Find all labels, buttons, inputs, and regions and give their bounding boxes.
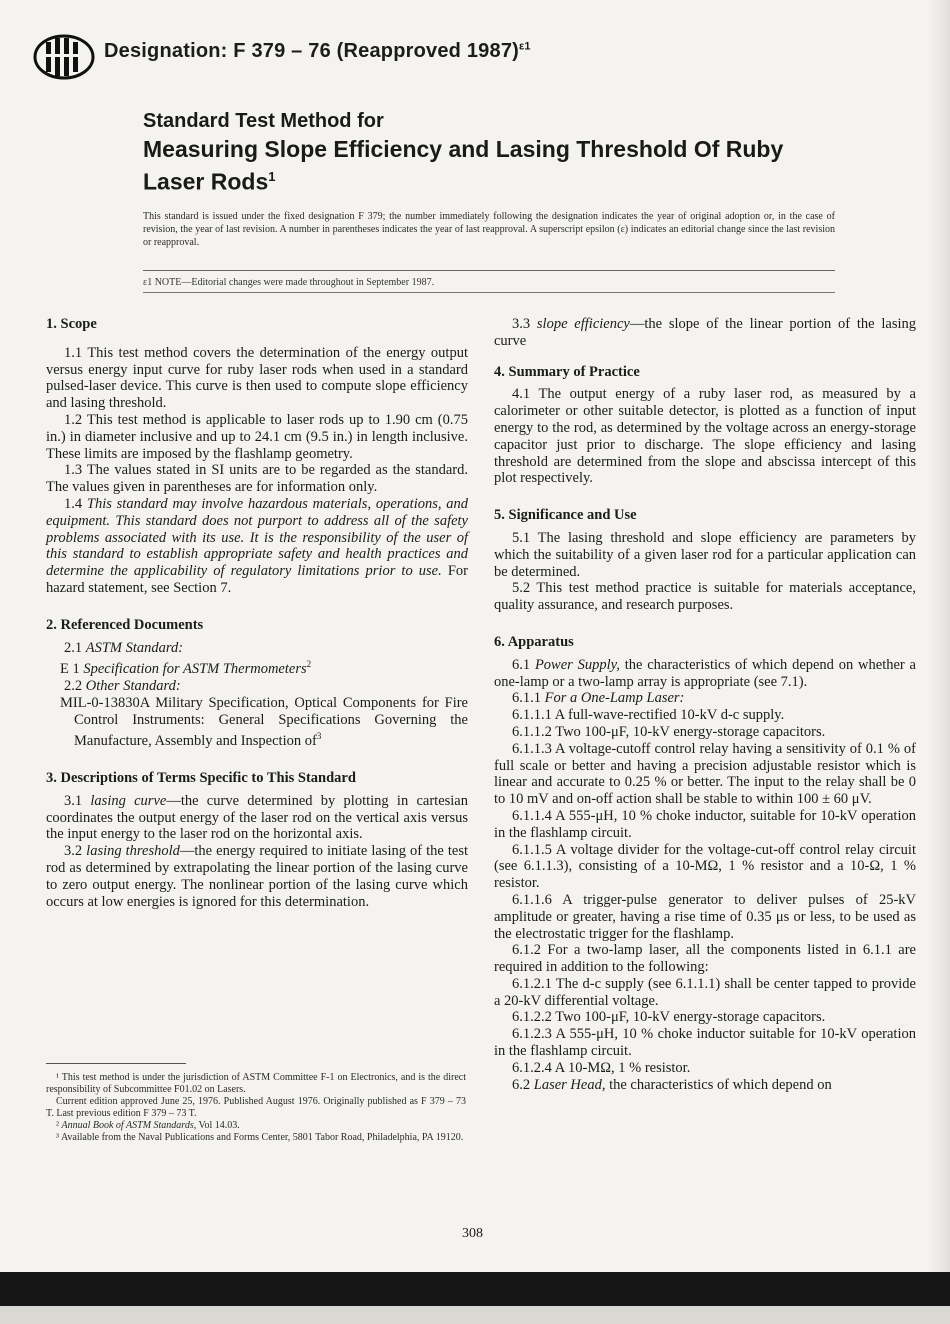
paragraph: 3.1 lasing curve—the curve determined by plotting in cartesian coordinates the output energy of the laser rod on the vertical axis versus the input energy to the laser rod on the horizontal axis. bbox=[46, 792, 468, 843]
section-heading: 5. Significance and Use bbox=[494, 507, 637, 524]
section-heading: 1. Scope bbox=[46, 316, 97, 332]
astm-logo-icon bbox=[33, 34, 95, 80]
paragraph: 1.3 The values stated in SI units are to be regarded as the standard. The values given in parentheses are for information only. bbox=[46, 462, 468, 496]
paragraph: 6.1.2.4 A 10-MΩ, 1 % resistor. bbox=[512, 1059, 691, 1076]
right-column bbox=[494, 316, 916, 1093]
paragraph: 6.1.1 For a One-Lamp Laser: bbox=[512, 690, 685, 707]
paragraph: 1.1 This test method covers the determination of the energy output versus energy input curve for ruby laser rods when used in a standard pulsed-laser device. This curve is then used to compute slope efficiency and lasing threshold. bbox=[46, 344, 468, 412]
paragraph: 4.1 The output energy of a ruby laser rod, as measured by a calorimeter or other suitable detector, is plotted as a function of input energy to the rod, as determined by the voltage across an energy-storage capacitor just prior to discharge. The slope efficiency and lasing threshold are determined from the slope and abscissa intercept of this plot respectively. bbox=[494, 386, 916, 487]
scan-edge-shadow bbox=[928, 0, 950, 1272]
divider bbox=[143, 270, 835, 271]
divider bbox=[143, 292, 835, 293]
footnote: ¹ This test method is under the jurisdiction of ASTM Committee F-1 on Electronics, and is the direct responsibility of Subcommittee F01.02 on Lasers. bbox=[46, 1072, 466, 1095]
editorial-note: ε1 NOTE—Editorial changes were made throughout in September 1987. bbox=[143, 277, 435, 288]
reference-item: E 1 Specification for ASTM Thermometers$^2$ bbox=[60, 659, 312, 678]
paragraph: 3.2 lasing threshold—the energy required to initiate lasing of the test rod as determined by extrapolating the linear portion of the lasing curve to zero output energy. The nonlinear portion of the lasing curve which occurs at low energies is ignored for this determination. bbox=[46, 843, 468, 910]
paragraph: 5.1 The lasing threshold and slope efficiency are parameters by which the suitability of a given laser rod for a particular application can be determined. bbox=[494, 529, 916, 580]
paragraph: 6.1.1.1 A full-wave-rectified 10-kV d-c supply. bbox=[512, 707, 785, 724]
section-heading: 6. Apparatus bbox=[494, 633, 574, 650]
paragraph: 5.2 This test method practice is suitable for materials acceptance, quality assurance, and research purposes. bbox=[494, 580, 916, 614]
footnotes bbox=[46, 1063, 466, 1144]
paragraph: 6.1.1.3 A voltage-cutoff control relay having a sensitivity of 0.1 % of full scale or better and having a precision adjustable resistor which is linear and accurate to 0.25 % or better. The input to the relay shall be 0 to 10 mV and on-off action shall be stable to within 100 ± 60 μV. bbox=[494, 740, 916, 808]
paragraph: 6.1.1.6 A trigger-pulse generator to deliver pulses of 25-kV amplitude or greater, having a rise time of 0.35 μs or less, to be used as the electrostatic trigger for the flashlamp. bbox=[494, 891, 916, 942]
footnote: ³ Available from the Naval Publications and Forms Center, 5801 Tabor Road, Philadelphia, PA 19120. bbox=[56, 1132, 464, 1143]
section-heading: 4. Summary of Practice bbox=[494, 363, 640, 380]
scan-bottom-edge bbox=[0, 1272, 950, 1306]
paragraph: 6.2 Laser Head, the characteristics of which depend on bbox=[512, 1076, 832, 1093]
paragraph: 6.1.1.4 A 555-μH, 10 % choke inductor, suitable for 10-kV operation in the flashlamp circuit. bbox=[494, 807, 916, 841]
designation: Designation: F 379 – 76 (Reapproved 1987)$^{\varepsilon 1}$ bbox=[104, 40, 531, 62]
paragraph: 6.1.2.3 A 555-μH, 10 % choke inductor suitable for 10-kV operation in the flashlamp circuit. bbox=[494, 1026, 916, 1060]
paragraph: 6.1.1.2 Two 100-μF, 10-kV energy-storage capacitors. bbox=[512, 723, 826, 740]
paragraph: 6.1.2.2 Two 100-μF, 10-kV energy-storage capacitors. bbox=[512, 1009, 826, 1026]
paragraph: 2.2 Other Standard: bbox=[64, 677, 181, 694]
document-title: Standard Test Method for Measuring Slope Efficiency and Lasing Threshold Of Ruby Laser Rods$^1$ bbox=[143, 110, 784, 195]
footnote: Current edition approved June 25, 1976. Published August 1976. Originally published as F 379 – 73 T. Last previous edition F 379 – 73 T. bbox=[46, 1096, 466, 1119]
reference-item: MIL-0-13830A Military Specification, Optical Components for Fire Control Instruments: General Specifications Governing the Manufacture, Assembly and Inspection $of^3$ bbox=[60, 694, 468, 750]
issuance-note: This standard is issued under the fixed designation F 379; the number immediately following the designation indicates the year of original adoption or, in the case of revision, the year of last revision. A number in parentheses indicates the year of last reapproval. A superscript epsilon (ε) indicates an editorial change since the last revision or reapproval. bbox=[143, 211, 835, 248]
footnote: ² Annual Book of ASTM Standards, Vol 14.03. bbox=[56, 1120, 240, 1131]
paragraph: 6.1.2 For a two-lamp laser, all the components listed in 6.1.1 are required in addition to the following: bbox=[494, 942, 916, 976]
paragraph: 6.1.2.1 The d-c supply (see 6.1.1.1) shall be center tapped to provide a 20-kV differential voltage. bbox=[494, 975, 916, 1009]
scan-margin bbox=[0, 1306, 950, 1324]
paragraph: 2.1 ASTM Standard: bbox=[64, 639, 184, 656]
page-number: 308 bbox=[462, 1226, 483, 1241]
paragraph: 1.4 This standard may involve hazardous materials, operations, and equipment. This standard does not purport to address all of the safety problems associated with its use. It is the responsibility of the user of this standard to establish appropriate safety and health practices and determine the applicability of regulatory limitations prior to use. For hazard statement, see Section 7. bbox=[46, 495, 469, 596]
left-column bbox=[46, 316, 468, 910]
paragraph: 6.1 Power Supply, the characteristics of which depend on whether a one-lamp or a two-lamp array is appropriate (see 7.1). bbox=[494, 656, 916, 690]
paragraph: 3.3 slope efficiency—the slope of the linear portion of the lasing curve bbox=[494, 316, 917, 349]
paragraph: 6.1.1.5 A voltage divider for the voltage-cut-off control relay circuit (see 6.1.1.3), consisting of a 10-MΩ, 1 % resistor and a 10-Ω, 1 % resistor. bbox=[494, 841, 916, 892]
paragraph: 1.2 This test method is applicable to laser rods up to 1.90 cm (0.75 in.) in diameter inclusive and up to 24.1 cm (9.5 in.) in length inclusive. These limits are imposed by the flashlamp geometry. bbox=[46, 411, 468, 462]
section-heading: 2. Referenced Documents bbox=[46, 616, 204, 633]
section-heading: 3. Descriptions of Terms Specific to This Standard bbox=[46, 769, 356, 786]
